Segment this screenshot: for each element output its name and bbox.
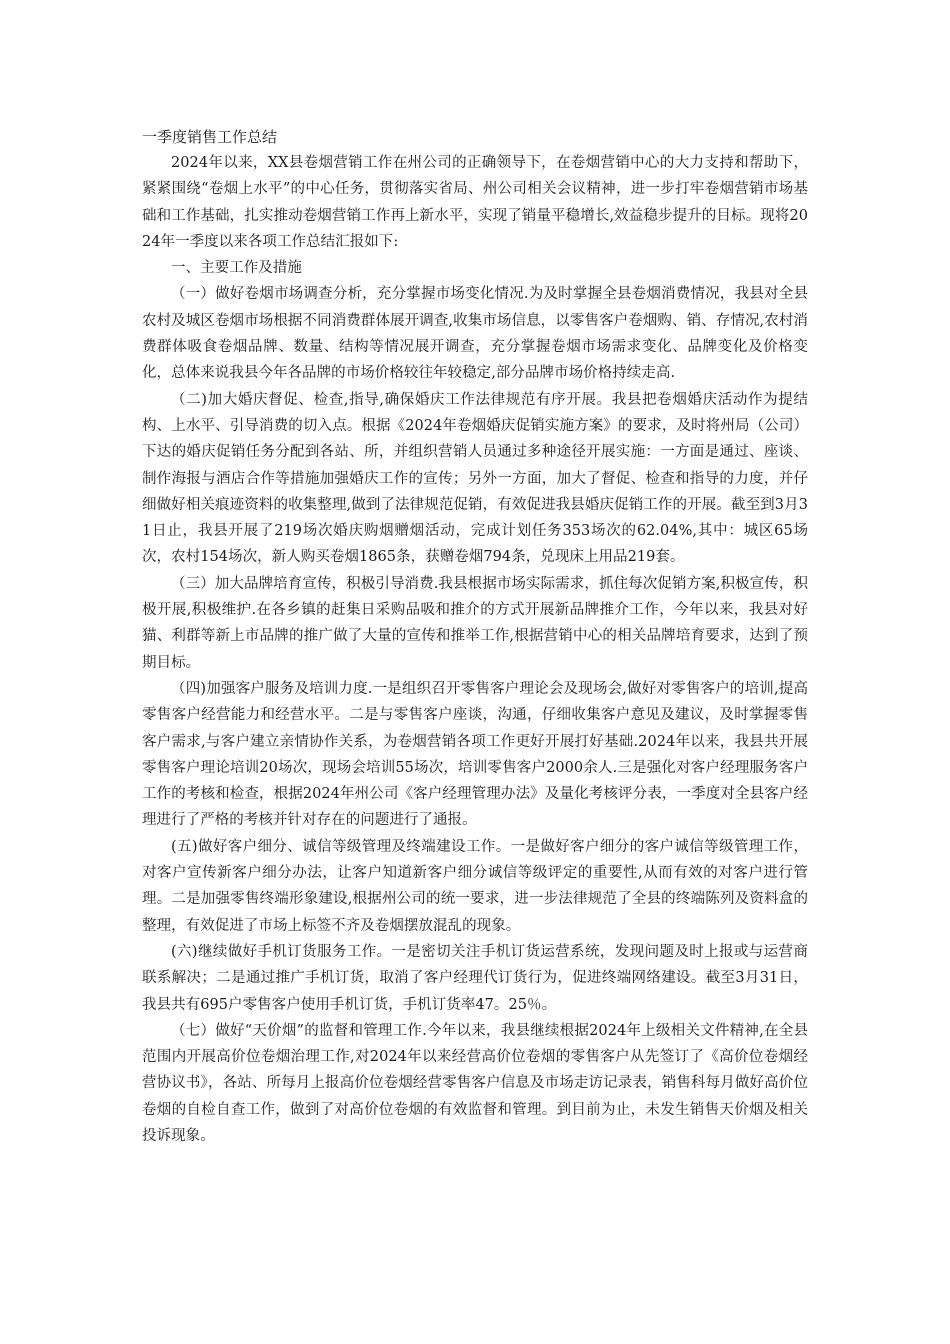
paragraph-mobile-ordering: (六)继续做好手机订货服务工作。一是密切关注手机订货运营系统，发现问题及时上报或与运营商联系解决；二是通过推广手机订货，取消了客户经理代订货行为，促进终端网络建设。截至3月31日，我县共有695户零售客户使用手机订货，手机订货率47。25％。 [142, 943, 808, 1013]
paragraph-customer-segmentation: (五)做好客户细分、诚信等级管理及终端建设工作。一是做好客户细分的客户诚信等级管理工作，对客户宣传新客户细分办法，让客户知道新客户细分诚信等级评定的重要性,从而有效的对客户进行管理。二是加强零售终端形象建设,根据州公司的统一要求，进一步法律规范了全县的终端陈列及资料盒的整理，有效促进了市场上标签不齐及卷烟摆放混乱的现象。 [142, 838, 808, 934]
paragraph-wedding-promotion: （二)加大婚庆督促、检查,指导,确保婚庆工作法律规范有序开展。我县把卷烟婚庆活动作为提结构、上水平、引导消费的切入点。根据《2024年卷烟婚庆促销实施方案》的要求，及时将州局（公司）下达的婚庆促销任务分配到各站、所，并组织营销人员通过多种途径开展实施：一方面是通过、座谈、制作海报与酒店合作等措施加强婚庆工作的宣传；另外一方面，加大了督促、检查和指导的力度，并仔细做好相关痕迹资料的收集整理,做到了法律规范促销，有效促进我县婚庆促销工作的开展。截至到3月31日止，我县开展了219场次婚庆购烟赠烟活动，完成计划任务353场次的62.04%,其中：城区65场次，农村154场次，新人购买卷烟1865条，获赠卷烟794条，兑现床上用品219套。 [142, 391, 808, 566]
paragraph-brand-cultivation: （三）加大品牌培育宣传，积极引导消费.我县根据市场实际需求，抓住每次促销方案,积极宣传，积极开展,积极维护.在各乡镇的赶集日采购品吸和推介的方式开展新品牌推介工作，今年以来，我县对好猫、利群等新上市品牌的推广做了大量的宣传和推举工作,根据营销中心的相关品牌培育要求，达到了预期目标。 [142, 575, 808, 671]
document-title: 一季度销售工作总结 [142, 128, 278, 146]
paragraph-high-price-cigarettes: （七）做好“天价烟”的监督和管理工作.今年以来，我县继续根据2024年上级相关文件精神,在全县范围内开展高价位卷烟治理工作,对2024年以来经营高价位卷烟的零售客户从先签订了《高价位卷烟经营协议书》，各站、所每月上报高价位卷烟经营零售客户信息及市场走访记录表，销售科每月做好高价位卷烟的自检自查工作，做到了对高价位卷烟的有效监督和管理。到目前为止，未发生销售天价烟及相关投诉现象。 [142, 1022, 808, 1144]
paragraph-customer-service: （四)加强客户服务及培训力度.一是组织召开零售客户理论会及现场会,做好对零售客户的培训,提高零售客户经营能力和经营水平。二是与零售客户座谈，沟通，仔细收集客户意见及建议，及时掌握零售客户需求,与客户建立亲情协作关系，为卷烟营销各项工作更好开展打好基础.2024年以来，我县共开展零售客户理论培训20场次，现场会培训55场次，培训零售客户2000余人.三是强化对客户经理服务客户工作的考核和检查，根据2024年州公司《客户经理管理办法》及量化考核评分表，一季度对全县客户经理进行了严格的考核并针对存在的问题进行了通报。 [142, 680, 808, 829]
paragraph-intro: 2024年以来，XX县卷烟营销工作在州公司的正确领导下，在卷烟营销中心的大力支持和帮助下，紧紧围绕“卷烟上水平”的中心任务，贯彻落实省局、州公司相关会议精神，进一步打牢卷烟营销市场基础和工作基础，扎实推动卷烟营销工作再上新水平，实现了销量平稳增长,效益稳步提升的目标。现将2024年一季度以来各项工作总结汇报如下: [142, 155, 808, 250]
document-page [142, 124, 808, 1149]
paragraph-market-survey: （一）做好卷烟市场调查分析，充分掌握市场变化情况.为及时掌握全县卷烟消费情况，我县对全县农村及城区卷烟市场根据不同消费群体展开调查,收集市场信息，以零售客户卷烟购、销、存情况,农村消费群体吸食卷烟品牌、数量、结构等情况展开调查，充分掌握卷烟市场需求变化、品牌变化及价格变化，总体来说我县今年各品牌的市场价格较往年较稳定,部分品牌市场价格持续走高. [142, 286, 808, 382]
section-heading-main-measures: 一、主要工作及措施 [171, 260, 302, 277]
